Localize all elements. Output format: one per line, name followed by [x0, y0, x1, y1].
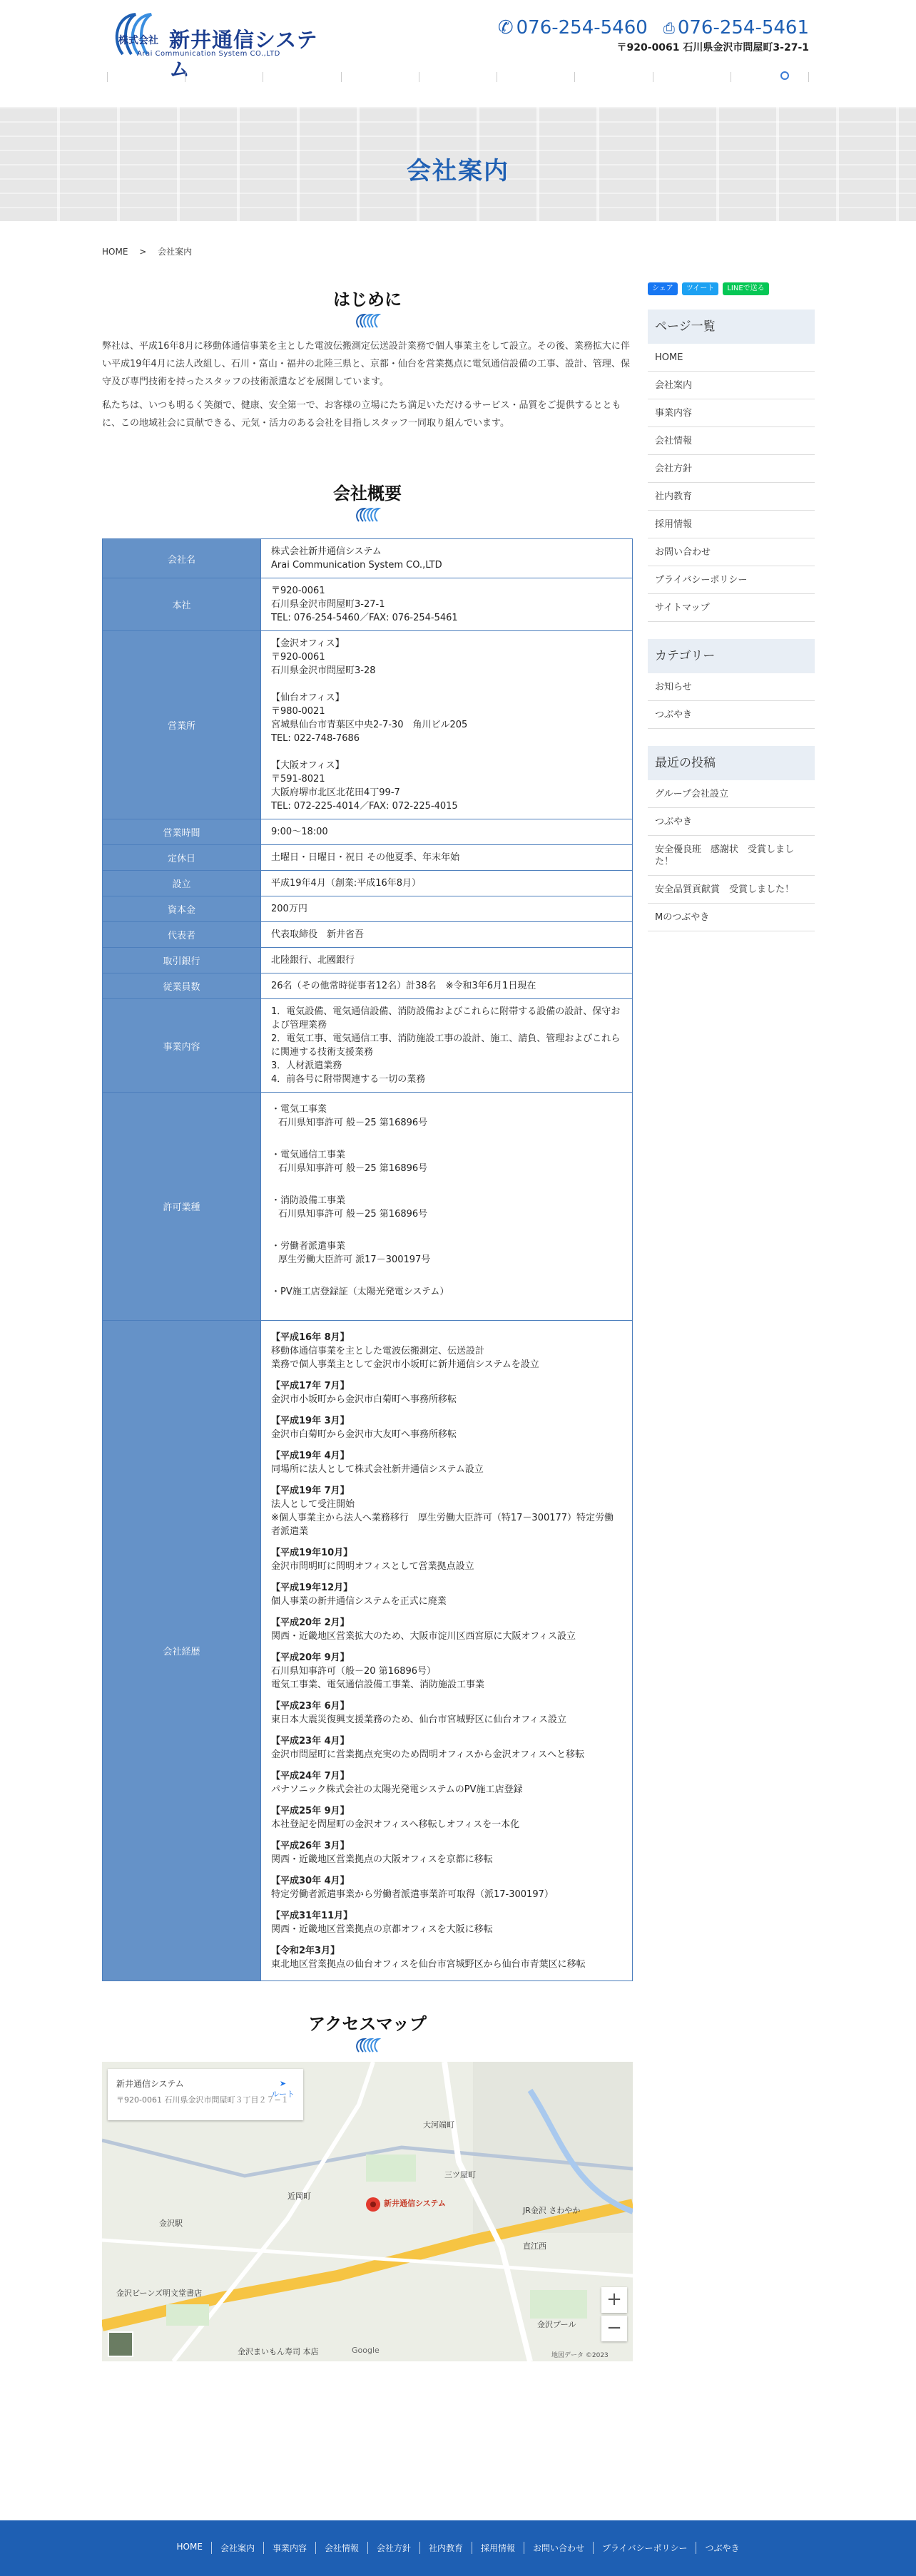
map-label: 直江西 [523, 2242, 546, 2251]
wave-deco-icon [102, 313, 633, 329]
license-number: 石川県知事許可 般－25 第16896号 [278, 1209, 428, 1220]
value-line: 〒920-0061 [271, 652, 325, 663]
value-line: 平成19年4月（創業:平成16年8月） [271, 878, 422, 889]
sidebar-pages-heading: ページ一覧 [648, 310, 815, 344]
table-row [103, 896, 633, 922]
map-label: 三ツ屋町 [444, 2170, 476, 2179]
share-button[interactable]: LINEで送る [723, 282, 768, 295]
intro-title: はじめに [333, 290, 402, 310]
license-number: 石川県知事許可 般－25 第16896号 [278, 1163, 428, 1174]
share-buttons [648, 282, 815, 295]
map-info-card [108, 2069, 303, 2120]
history-text: パナソニック株式会社の太陽光発電システムのPV施工店登録 [271, 1784, 523, 1795]
breadcrumb-current: 会社案内 [158, 247, 193, 257]
history-date: 【平成19年 7月】 [271, 1486, 350, 1496]
value-line: 2．電気工事、電気通信工事、消防施設工事の設計、施工、請負、管理およびこれらに関連する技術支援業務 [271, 1033, 621, 1058]
table-row [103, 578, 633, 631]
license-name: ・PV施工店登録証（太陽光発電システム） [271, 1287, 449, 1297]
sidebar-recent-list [648, 780, 815, 931]
map-google-logo: Google [352, 2346, 380, 2355]
row-value [261, 973, 633, 999]
history-item [271, 1331, 622, 1371]
sidebar-page-link[interactable]: 採用情報 [648, 511, 815, 538]
history-item [271, 1734, 622, 1762]
map-zoom-out-button[interactable]: − [601, 2316, 627, 2341]
value-line: TEL: 072-225-4014／FAX: 072-225-4015 [271, 801, 458, 812]
row-value [261, 1321, 633, 1981]
history-item [271, 1484, 622, 1538]
history-item [271, 1546, 622, 1573]
license-number: 厚生労働大臣許可 派17－300197号 [278, 1254, 431, 1265]
sidebar-page-link[interactable]: サイトマップ [648, 594, 815, 622]
nav-item[interactable] [263, 72, 340, 82]
row-label: 営業時間 [103, 819, 261, 845]
value-line: TEL: 076-254-5460／FAX: 076-254-5461 [271, 613, 458, 623]
history-text: 電気工事業、電気通信設備工事業、消防施設工事業 [271, 1680, 485, 1690]
history-item [271, 1379, 622, 1406]
page-title: 会社案内 [407, 157, 509, 185]
value-line: 〒591-8021 [271, 774, 325, 784]
nav-item[interactable] [497, 72, 574, 82]
value-line: 3．人材派遣業務 [271, 1060, 342, 1071]
site-header [0, 0, 916, 107]
history-date: 【平成19年 4月】 [271, 1451, 350, 1461]
history-date: 【平成20年 9月】 [271, 1652, 350, 1663]
footer-nav-link[interactable]: つぶやき [696, 2542, 748, 2554]
value-line: 【金沢オフィス】 [271, 638, 345, 649]
fax-icon: ⎙ [663, 19, 675, 36]
share-button[interactable]: シェア [648, 282, 678, 295]
sidebar-recent-link[interactable]: 安全優良班 感謝状 受賞しました！ [648, 836, 815, 876]
map-pin-label: 新井通信システム [384, 2199, 446, 2208]
header-address: 〒920-0061 石川県金沢市問屋町3-27-1 [616, 42, 809, 53]
history-text: 特定労働者派遣事業から労働者派遣事業許可取得（派17-300197） [271, 1889, 554, 1900]
row-value [261, 948, 633, 973]
history-text: 関西・近畿地区営業拠点の京都オフィスを大阪に移転 [271, 1924, 493, 1935]
footer-nav-link[interactable]: 社内教育 [419, 2542, 472, 2554]
page-banner [0, 107, 916, 221]
footer-nav-link[interactable]: プライバシーポリシー [593, 2542, 696, 2554]
row-label: 定休日 [103, 845, 261, 871]
value-line: 1．電気設備、電気通信設備、消防設備およびこれらに附帯する設備の設計、保守および管理業務 [271, 1006, 621, 1031]
history-text: 関西・近畿地区営業拡大のため、大阪市淀川区西宮原に大阪オフィス設立 [271, 1631, 576, 1642]
history-date: 【平成16年 8月】 [271, 1332, 350, 1343]
sidebar-category-heading: カテゴリー [648, 639, 815, 673]
sidebar-recent-link[interactable]: グループ会社設立 [648, 780, 815, 808]
nav-item[interactable] [419, 72, 497, 82]
footer-nav-link[interactable]: お問い合わせ [524, 2542, 593, 2554]
overview-title: 会社概要 [333, 484, 402, 504]
history-item [271, 1769, 622, 1796]
history-item [271, 1839, 622, 1866]
footer-nav [0, 2520, 916, 2554]
history-date: 【平成26年 3月】 [271, 1841, 350, 1851]
company-overview-table [102, 538, 633, 1981]
history-item [271, 1700, 622, 1727]
nav-item[interactable] [574, 72, 652, 82]
table-row [103, 845, 633, 871]
sidebar-category-link[interactable]: つぶやき [648, 701, 815, 729]
row-value [261, 631, 633, 819]
history-item [271, 1616, 622, 1643]
value-line: 宮城県仙台市青葉区中央2-7-30 角川ビル205 [271, 720, 468, 730]
history-text: 金沢市問明町に問明オフィスとして営業拠点設立 [271, 1561, 474, 1572]
history-item [271, 1909, 622, 1936]
tel-link[interactable] [498, 17, 648, 39]
value-line: 代表取締役 新井省吾 [271, 929, 365, 940]
phone-icon: ✆ [497, 17, 514, 39]
history-date: 【平成30年 4月】 [271, 1876, 350, 1886]
license-name: ・消防設備工事業 [271, 1195, 346, 1206]
value-line: 【大阪オフィス】 [271, 760, 345, 771]
header-contact [498, 17, 809, 54]
sidebar-category-list [648, 673, 815, 729]
history-text: 関西・近畿地区営業拠点の大阪オフィスを京都に移転 [271, 1854, 493, 1865]
value-line: 〒920-0061 [271, 586, 325, 596]
history-text: ※個人事業主から法人へ業務移行 厚生労働大臣許可（特17－300177）特定労働者派遣業 [271, 1513, 614, 1537]
value-line [271, 678, 622, 691]
sidebar-recent-heading: 最近の投稿 [648, 746, 815, 780]
value-line: 26名（その他常時従事者12名）計38名 ※令和3年6月1日現在 [271, 981, 536, 991]
license-name: ・電気工事業 [271, 1104, 327, 1115]
row-value [261, 578, 633, 631]
table-row [103, 999, 633, 1093]
license-item [271, 1240, 622, 1267]
history-item [271, 1944, 622, 1971]
footer-nav-link[interactable]: 会社案内 [211, 2542, 263, 2554]
row-label: 本社 [103, 578, 261, 631]
table-row [103, 539, 633, 578]
map-card-address: 〒920-0061 石川県金沢市問屋町３丁目２７−１ [116, 2095, 289, 2105]
map-label: 近岡町 [287, 2192, 311, 2201]
search-icon[interactable] [780, 71, 789, 80]
history-text: 石川県知事許可（般－20 第16896号） [271, 1666, 437, 1677]
row-value [261, 539, 633, 578]
nav-item[interactable] [107, 72, 185, 82]
history-item [271, 1874, 622, 1901]
history-date: 【平成19年12月】 [271, 1583, 353, 1593]
history-item [271, 1449, 622, 1476]
license-item [271, 1148, 622, 1175]
history-date: 【平成19年10月】 [271, 1548, 353, 1558]
table-row [103, 871, 633, 896]
sidebar [648, 282, 815, 931]
sidebar-pages-list [648, 344, 815, 622]
row-label: 事業内容 [103, 999, 261, 1093]
sidebar-page-link[interactable]: 会社方針 [648, 455, 815, 483]
history-text: 移動体通信事業を主とした電波伝搬測定、伝送設計 [271, 1346, 485, 1356]
footer-nav-link[interactable]: 会社方針 [367, 2542, 419, 2554]
sidebar-page-link[interactable]: 社内教育 [648, 483, 815, 511]
value-line: 200万円 [271, 904, 307, 914]
license-item [271, 1103, 622, 1130]
history-text: 金沢市問屋町に営業拠点充実のため問明オフィスから金沢オフィスへと移転 [271, 1749, 585, 1760]
row-label: 営業所 [103, 631, 261, 819]
row-value [261, 819, 633, 845]
map-route-label: ルート [271, 2090, 295, 2099]
access-map[interactable] [102, 2062, 633, 2361]
sidebar-page-link[interactable]: HOME [648, 344, 815, 372]
table-row [103, 973, 633, 999]
value-line: 〒980-0021 [271, 706, 325, 717]
history-date: 【平成23年 4月】 [271, 1736, 350, 1747]
map-card-title: 新井通信システム [116, 2079, 184, 2089]
map-label: 金沢まいもん寿司 本店 [238, 2347, 319, 2356]
row-label: 会社経歴 [103, 1321, 261, 1981]
value-line [271, 745, 622, 759]
nav-item[interactable] [653, 72, 731, 82]
logo-name: 新井通信システム [169, 28, 318, 81]
footer-nav-link[interactable]: HOME [176, 2542, 203, 2552]
row-value [261, 922, 633, 948]
value-line: 【仙台オフィス】 [271, 692, 345, 703]
map-label: 大河端町 [423, 2120, 454, 2130]
value-line: TEL: 022-748-7686 [271, 733, 360, 744]
site-logo[interactable] [107, 10, 321, 81]
row-value [261, 1093, 633, 1321]
history-item [271, 1414, 622, 1441]
nav-item[interactable] [731, 72, 809, 82]
logo-prefix: 株式会社 [118, 35, 158, 46]
value-line: Arai Communication System CO.,LTD [271, 560, 442, 571]
table-row [103, 1321, 633, 1981]
route-icon: ➤ [279, 2079, 287, 2088]
row-label: 代表者 [103, 922, 261, 948]
intro-paragraph: 私たちは、いつも明るく笑顔で、健康、安全第一で、お客様の立場にたち満足いただけるサービス・品質をご提供するとともに、この地域社会に貢献できる、元気・活力のある会社を目指しスタッフ一同取り組んでいます。 [102, 400, 621, 429]
sidebar-page-link[interactable]: 事業内容 [648, 399, 815, 427]
breadcrumb [102, 245, 192, 257]
fax-number: 076-254-5461 [677, 17, 809, 39]
history-text: 本社登記を問屋町の金沢オフィスへ移転しオフィスを一本化 [271, 1819, 520, 1830]
share-button[interactable]: ツイート [682, 282, 719, 295]
footer-nav-link[interactable]: 会社情報 [315, 2542, 367, 2554]
table-row [103, 819, 633, 845]
history-text: 金沢市小坂町から金沢市白菊町へ事務所移転 [271, 1394, 457, 1405]
row-value [261, 999, 633, 1093]
main-content [102, 285, 633, 2361]
table-row [103, 631, 633, 819]
history-item [271, 1581, 622, 1608]
sidebar-page-link[interactable]: プライバシーポリシー [648, 566, 815, 594]
history-date: 【平成20年 2月】 [271, 1617, 350, 1628]
breadcrumb-home[interactable]: HOME [102, 247, 128, 257]
access-title: アクセスマップ [308, 2014, 427, 2034]
map-route-link[interactable] [271, 2079, 295, 2100]
history-date: 【平成31年11月】 [271, 1911, 353, 1921]
sidebar-recent-link[interactable]: つぶやき [648, 808, 815, 836]
table-row [103, 922, 633, 948]
fax-item [663, 17, 809, 39]
sidebar-page-link[interactable]: お問い合わせ [648, 538, 815, 566]
row-label: 取引銀行 [103, 948, 261, 973]
row-value [261, 845, 633, 871]
footer-nav-link[interactable]: 採用情報 [472, 2542, 524, 2554]
history-date: 【平成25年 9月】 [271, 1806, 350, 1816]
value-line: 4．前各号に附帯関連する一切の業務 [271, 1074, 426, 1085]
value-line: 土曜日・日曜日・祝日 その他夏季、年末年始 [271, 852, 460, 863]
table-row [103, 1093, 633, 1321]
nav-item[interactable] [185, 72, 263, 82]
sidebar-category-link[interactable]: お知らせ [648, 673, 815, 701]
row-label: 許可業種 [103, 1093, 261, 1321]
site-footer [0, 2520, 916, 2576]
row-value [261, 871, 633, 896]
history-text: 同場所に法人として株式会社新井通信システム設立 [271, 1464, 484, 1475]
value-line: 石川県金沢市問屋町3-27-1 [271, 599, 385, 610]
intro-text [102, 337, 633, 432]
intro-paragraph: 弊社は、平成16年8月に移動体通信事業を主とした電波伝搬測定伝送設計業務で個人事業主をして設立。その後、業務拡大に伴い平成19年4月に法人改組し、石川・富山・福井の北陸三県と、京都・仙台を営業拠点に電気通信設備の工事、設計、管理、保守及び専門技術を持ったスタッフの技術派遣などを展開しています。 [102, 341, 630, 387]
license-item [271, 1194, 622, 1221]
sidebar-recent-link[interactable]: Mのつぶやき [648, 904, 815, 931]
row-label: 設立 [103, 871, 261, 896]
tel-number: 076-254-5460 [516, 17, 648, 39]
nav-item[interactable] [341, 72, 419, 82]
footer-nav-link[interactable]: 事業内容 [263, 2542, 315, 2554]
row-label: 従業員数 [103, 973, 261, 999]
history-text: 個人事業の新井通信システムを正式に廃業 [271, 1596, 447, 1607]
breadcrumb-separator: > [139, 247, 147, 257]
map-satellite-toggle[interactable] [108, 2331, 133, 2357]
history-text: 法人として受注開始 [271, 1499, 355, 1510]
row-label: 資本金 [103, 896, 261, 922]
license-item [271, 1285, 622, 1299]
value-line: 北陸銀行、北國銀行 [271, 955, 355, 966]
wave-deco-icon [102, 507, 633, 523]
sidebar-recent-link[interactable]: 安全品質貢献賞 受賞しました！ [648, 876, 815, 904]
map-zoom-in-button[interactable]: + [601, 2287, 627, 2313]
history-text: 東日本大震災復興支援業務のため、仙台市宮城野区に仙台オフィス設立 [271, 1714, 567, 1725]
map-label: 金沢プール [537, 2320, 576, 2329]
history-date: 【令和2年3月】 [271, 1946, 340, 1956]
map-label: 金沢駅 [159, 2219, 183, 2228]
history-item [271, 1804, 622, 1831]
history-text: 東北地区営業拠点の仙台オフィスを仙台市宮城野区から仙台市青葉区に移転 [271, 1959, 586, 1970]
history-item [271, 1651, 622, 1692]
row-value [261, 896, 633, 922]
history-date: 【平成17年 7月】 [271, 1381, 350, 1391]
license-number: 石川県知事許可 般－25 第16896号 [278, 1118, 428, 1128]
wave-deco-icon [102, 2038, 633, 2053]
value-line: 石川県金沢市問屋町3-28 [271, 665, 376, 676]
value-line: 9:00〜18:00 [271, 827, 328, 837]
history-date: 【平成24年 7月】 [271, 1771, 350, 1782]
sidebar-page-link[interactable]: 会社情報 [648, 427, 815, 455]
history-date: 【平成23年 6月】 [271, 1701, 350, 1712]
map-attribution: 地図データ ©2023 [551, 2352, 609, 2359]
logo-en: Arai Communication System CO.,LTD [137, 50, 280, 58]
value-line: 株式会社新井通信システム [271, 546, 382, 557]
license-name: ・労働者派遣事業 [271, 1241, 346, 1252]
map-label: 金沢ビーンズ明文堂書店 [116, 2289, 203, 2298]
license-name: ・電気通信工事業 [271, 1150, 346, 1160]
sidebar-page-link[interactable]: 会社案内 [648, 372, 815, 399]
table-row [103, 948, 633, 973]
map-label: JR金沢 さわやか [523, 2206, 581, 2215]
global-nav [107, 70, 809, 84]
row-label: 会社名 [103, 539, 261, 578]
history-date: 【平成19年 3月】 [271, 1416, 350, 1426]
history-text: 業務で個人事業主として金沢市小坂町に新井通信システムを設立 [271, 1359, 539, 1370]
history-text: 金沢市白菊町から金沢市大友町へ事務所移転 [271, 1429, 457, 1440]
value-line: 大阪府堺市北区北花田4丁99-7 [271, 787, 400, 798]
